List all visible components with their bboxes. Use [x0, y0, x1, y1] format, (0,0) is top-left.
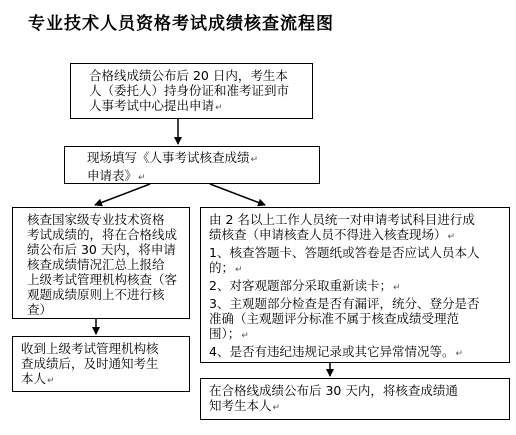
- box-text-line: [209, 212, 505, 227]
- box-text: 上级考试管理机构核查（客: [27, 272, 178, 287]
- paragraph-mark-icon: ↵: [235, 265, 243, 275]
- box-text-line: [27, 272, 185, 287]
- box-text-line: [27, 257, 185, 272]
- box-text-line: [87, 150, 313, 168]
- box-text-line: [27, 302, 185, 317]
- step-notify-30days-box: [200, 378, 510, 420]
- box-text-line: [209, 398, 505, 416]
- box-text: 的；: [209, 260, 235, 275]
- box-text: 现场填写《人事考试核查成绩: [87, 150, 250, 165]
- box-text: 绩公布后 30 天内，将申请: [27, 242, 176, 257]
- paragraph-mark-icon: ↵: [215, 103, 223, 113]
- box-text-line: [209, 296, 505, 311]
- box-text-line: [209, 245, 505, 260]
- box-text-line: [209, 326, 505, 344]
- box-text: 考试成绩的，将在合格线成: [27, 227, 178, 242]
- box-text-line: [209, 227, 505, 245]
- box-text: 查）: [27, 302, 53, 317]
- box-text: 本人: [21, 371, 47, 386]
- box-text-line: [21, 341, 185, 356]
- paragraph-mark-icon: ↵: [47, 376, 55, 386]
- box-text: 人（委托人）持身份证和准考证到市: [89, 83, 290, 98]
- arrow-form-to-national: [95, 184, 150, 205]
- step-fill-form-box: [64, 146, 320, 184]
- box-text-line: [27, 227, 185, 242]
- step-apply-box: [70, 63, 313, 119]
- box-text-line: [209, 311, 505, 326]
- box-text: 查成绩后，及时通知考生: [21, 356, 159, 371]
- box-text: 3、主观题部分检查是否有漏评，统分、登分是否: [209, 296, 480, 311]
- step-review-box: [200, 207, 510, 363]
- paragraph-mark-icon: ↵: [447, 232, 456, 242]
- arrow-form-to-review: [210, 184, 265, 205]
- paragraph-mark-icon: ↵: [138, 173, 146, 183]
- box-text: 收到上级考试管理机构核: [21, 341, 159, 356]
- box-text: 准确（主观题评分标准不属于核查成绩受理范: [209, 311, 460, 326]
- step-notify-upper-box: [12, 336, 190, 392]
- paragraph-mark-icon: ↵: [392, 283, 401, 293]
- box-text: 核查国家级专业技术资格: [27, 212, 165, 227]
- paragraph-mark-icon: ↵: [272, 403, 281, 413]
- box-text-line: [209, 344, 505, 362]
- box-text: 围）；: [209, 326, 241, 341]
- paragraph-mark-icon: ↵: [455, 349, 464, 359]
- box-text: 由 2 名以上工作人员统一对申请考试科目进行成: [209, 212, 475, 227]
- box-text: 在合格线成绩公布后 30 天内，将核查成绩通: [209, 383, 458, 398]
- box-text-line: [21, 356, 185, 371]
- box-text: 4、是否有违纪违规记录或其它异常情况等。: [209, 344, 455, 359]
- box-text: 核查成绩情况汇总上报给: [27, 257, 165, 272]
- box-text-line: [209, 260, 505, 278]
- box-text-line: [89, 83, 306, 98]
- paragraph-mark-icon: ↵: [250, 155, 259, 165]
- box-text-line: [89, 98, 306, 116]
- box-text-line: [27, 242, 185, 257]
- box-text-line: [27, 212, 185, 227]
- box-text: 2、对客观题部分采取重新读卡；: [209, 278, 392, 293]
- step-national-exam-box: [12, 207, 190, 319]
- box-text: 绩核查（申请核查人员不得进入核查现场）: [209, 227, 447, 242]
- box-text-line: [209, 278, 505, 296]
- box-text-line: [209, 383, 505, 398]
- box-text: 申请表》: [87, 168, 138, 183]
- box-text: 观题成绩原则上不进行核: [27, 287, 165, 302]
- box-text: 知考生本人: [209, 398, 272, 413]
- box-text-line: [89, 68, 306, 83]
- paragraph-mark-icon: ↵: [241, 331, 249, 341]
- box-text-line: [87, 168, 313, 184]
- box-text-line: [27, 287, 185, 302]
- box-text: 1、核查答题卡、答题纸或答卷是否应试人员本人: [209, 245, 480, 260]
- box-text: 人事考试中心提出申请: [89, 98, 215, 113]
- flowchart-title: 专业技术人员资格考试成绩核查流程图: [28, 14, 334, 34]
- box-text-line: [21, 371, 185, 389]
- box-text: 合格线成绩公布后 20 日内，考生本: [89, 68, 288, 83]
